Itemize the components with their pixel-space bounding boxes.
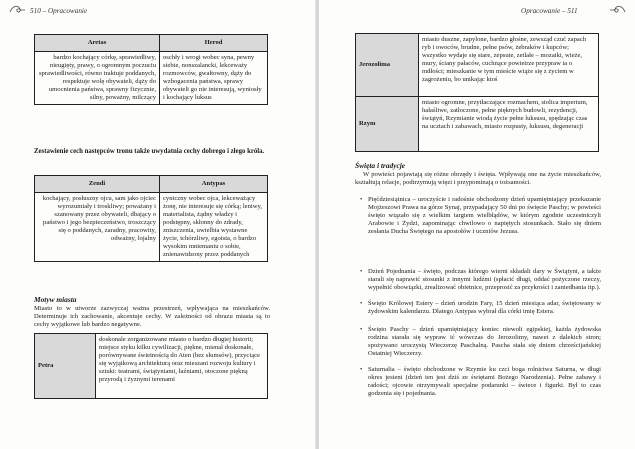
city-table-continued	[355, 33, 599, 152]
holiday-bullet	[360, 196, 601, 236]
column-header-antypas: Antypas	[160, 176, 268, 193]
holiday-text-pentecost: Pięćdziesiątnica – uroczyście i radośnie obchodzony dzień upamiętniający przekazanie Mojżeszowi Prawa na górze Synaj, przypadający 50 dni po święcie Paschy; w powieści święto wiązało się z wielkim targiem wielbłądów, w którym zgodnie uczestniczyli Arabowie i Żydzi, zapominając chwilowo o napiętych stosunkach. Stało się dniem zesłania Ducha Świętego na apostołów i uczniów Jezusa.	[368, 196, 601, 235]
city-table-petra	[34, 333, 268, 399]
bullet-icon: •	[360, 300, 363, 307]
city-label-petra: Petra	[35, 334, 96, 399]
rome-description-cell: miasto ogromne, przytłaczające rozmachem, stolica imperium, hałaśliwe, zatłoczone, pełne pięknych budowli, rezydencji, świątyń, Rzymianie wiodą życie pełne luksusu, spędzając czas na ucztach i zabawach, miasto rozpusty, luksusu, degeneracji	[419, 97, 599, 152]
holidays-intro-paragraph: W powieści pojawiają się różne obrzędy i święta. Wpływają one na życie mieszkańców, kształtują relacje, podtrzymują więzi i przypominają o tożsamości.	[355, 171, 601, 186]
section-title-holidays: Święta i tradycje	[355, 161, 406, 170]
page-header: 510 – Opracowanie	[30, 7, 88, 15]
holiday-bullet	[360, 268, 601, 292]
holiday-bullet	[360, 300, 601, 316]
city-label-jerusalem: Jerozolima	[356, 34, 419, 97]
bullet-icon: •	[360, 196, 363, 203]
holiday-bullet	[360, 326, 601, 358]
bullet-icon: •	[360, 366, 363, 373]
antypas-traits-cell: cyniczny wobec ojca, lekceważący żonę, nie interesuje się córką; leniwy, materialista, żądny władzy i podstępny, skłonny do zdrady, zniszczenia, uwielbia wystawne życie, tchórzliwy, egoista, o bardzo wysokim mniemaniu o sobie, znienawidzony przez poddanych	[160, 192, 268, 261]
holiday-bullet	[360, 366, 601, 398]
left-page	[0, 0, 316, 449]
holiday-text-esther: Święto Królowej Estery – dzień urodzin Fary, 15 dzień miesiąca adar, świętowany w żydowskim kalendarzu. Dlatego Antypas wybrał dla córki imię Estera.	[368, 300, 601, 315]
column-header-herod: Herod	[160, 35, 268, 52]
section-title-city-motif: Motyw miasta	[34, 295, 77, 304]
zendi-traits-cell: kochający, posłuszny ojcu, sam jako ojciec wyrozumiały i troskliwy; poważany i szanowany przez obywateli, dbający o państwo i jego bezpieczeństwo, troszczący się o poddanych, zaradny, pracowity, odważny, lojalny	[35, 192, 160, 261]
comparison-table-kings	[34, 34, 268, 105]
page-ornament-icon	[8, 3, 26, 15]
holiday-text-passover: Święto Paschy – dzień upamiętniający koniec niewoli egipskiej, każda żydowska rodzina starała się wypraw ić wówczas do Jerozolimy, nawet z dalekich stron; spożywano uroczystą Wieczerzę Paschalną. Pascha stała się dniem chrześcijańskiej Ostatniej Wieczerzy.	[368, 326, 601, 357]
herod-traits-cell: oschły i wrogi wobec syna, pewny siebie, nonszalancki, lekceważy rozmowców, gwałtowny, dąży do wzbogacenia państwa, sprawy obywateli go nie interesują, wyniosły i kochający luksus	[160, 51, 268, 104]
right-page	[319, 0, 635, 449]
jerusalem-description-cell: miasto duszne, zapylone, bardzo głośne, zewsząd czuć zapach ryb i owoców, brudne, pełne psów, żebraków i kupców; wszystko wydaje się stare, zepsute, zetlałe – mozaiki, wieże, mury, ściany pałaców, cuchnące powietrze przypraw ia o mdłości; mieszkanie w tym mieście wiąże się z życiem w zagrożeniu, bo unikając ktoś	[419, 34, 599, 97]
bullet-icon: •	[360, 268, 363, 275]
column-header-aretas: Aretas	[35, 35, 160, 52]
holiday-text-atonement: Dzień Pojednania – święto, podczas którego wierni składali dary w Świątyni, a także starali się naprawić stosunki z innymi ludźmi (spłacić długi, oddać pożyczone rzeczy, wypełnić obowiązki, zrealizować obietnice, przeprosić za przykrości i zaniedbania itp.).	[368, 268, 601, 291]
subheading: Zestawienie cech następców tronu także uwydatnia cechy dobrego i złego króla.	[34, 148, 265, 155]
bullet-icon: •	[360, 326, 363, 333]
aretas-traits-cell: bardzo kochający córkę, sprawiedliwy, nieugięty, prawy, o ogromnym poczuciu sprawiedliwości, równo traktuje poddanych, respektuje wolę obywateli, dąży do umocnienia państwa, sprawny fizycznie, silny, poważny, milczący	[35, 51, 160, 104]
city-label-rome: Rzym	[356, 97, 419, 152]
page-ornament-icon	[609, 3, 627, 15]
column-header-zendi: Zendi	[35, 176, 160, 193]
comparison-table-heirs	[34, 175, 268, 262]
city-motif-paragraph: Miasto to w utworze zazwyczaj ważna przestrzeń, wpływająca na mieszkańców. Determinuje ich zachowanie, akcentuje cechy. W zależności od obrazu miasta są to cechy wyjątkowe lub bardzo negatywne.	[34, 305, 270, 328]
holiday-text-saturnalia: Saturnalia – święto obchodzone w Rzymie ku czci boga rolnictwa Saturna, w długi okres jesieni (dzień ten jest dziś ze świętami Bożego Narodzenia). Pełne zabawy i radości; ojcowie otrzymywali specjalne podarunki – świece i figurki. Był to czas godzenia się i pojednania.	[368, 366, 601, 397]
petra-description-cell: doskonale zorganizowane miasto o bardzo długiej historii; miejsce styku kilku cywilizacji, piękne, mienal doskonałe, porównywane świetnością do Aten (bez słumsów), przyciące się wyjątkową architekturą oraz mieszani rozwoju kultury i sztuki: teatrami, świątyniami, łaźniami, otoczone piękną przyrodą i żyznymi terenami	[96, 334, 268, 399]
page-header: Opracowanie – 511	[521, 7, 578, 15]
